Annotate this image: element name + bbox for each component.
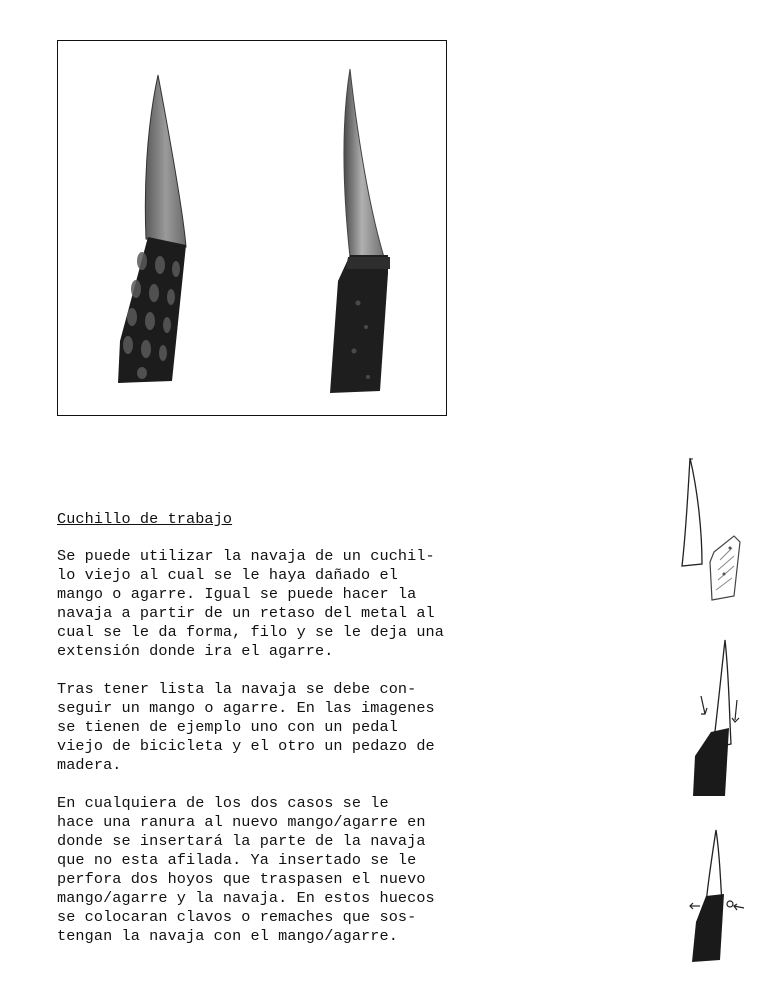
sketch-blade-inserted xyxy=(685,636,755,802)
article xyxy=(57,510,449,965)
sketch-parts-separated xyxy=(672,452,752,612)
paragraph-2: Tras tener lista la navaja se debe con- seguir un mango o agarre. En las imagenes se tienen de ejemplo uno con un pedal viejo de bicicleta y el otro un pedazo de madera. xyxy=(57,680,435,774)
article-heading: Cuchillo de trabajo xyxy=(57,510,233,528)
sketch-riveted-handle xyxy=(686,826,756,966)
paragraph-1: Se puede utilizar la navaja de un cuchil- lo viejo al cual se le haya dañado el mango o agarre. Igual se puede hacer la navaja a partir de un retaso del metal al cual se le da forma, filo y se le deja una extensión donde ira el agarre. xyxy=(57,547,444,660)
knife-wooden-handle xyxy=(330,69,390,393)
paragraph-3: En cualquiera de los dos casos se le hace una ranura al nuevo mango/agarre en donde se insertará la parte de la navaja que no esta afilada. Ya insertado se le perfora dos hoyos que traspasen el nuevo mango/agarre y la navaja. En estos huecos se colocaran clavos o remaches que sos- tengan la navaja con el mango/agarre. xyxy=(57,794,435,945)
knives-illustration xyxy=(58,41,445,414)
knives-photo xyxy=(57,40,447,416)
knife-pedal-handle xyxy=(118,75,186,383)
